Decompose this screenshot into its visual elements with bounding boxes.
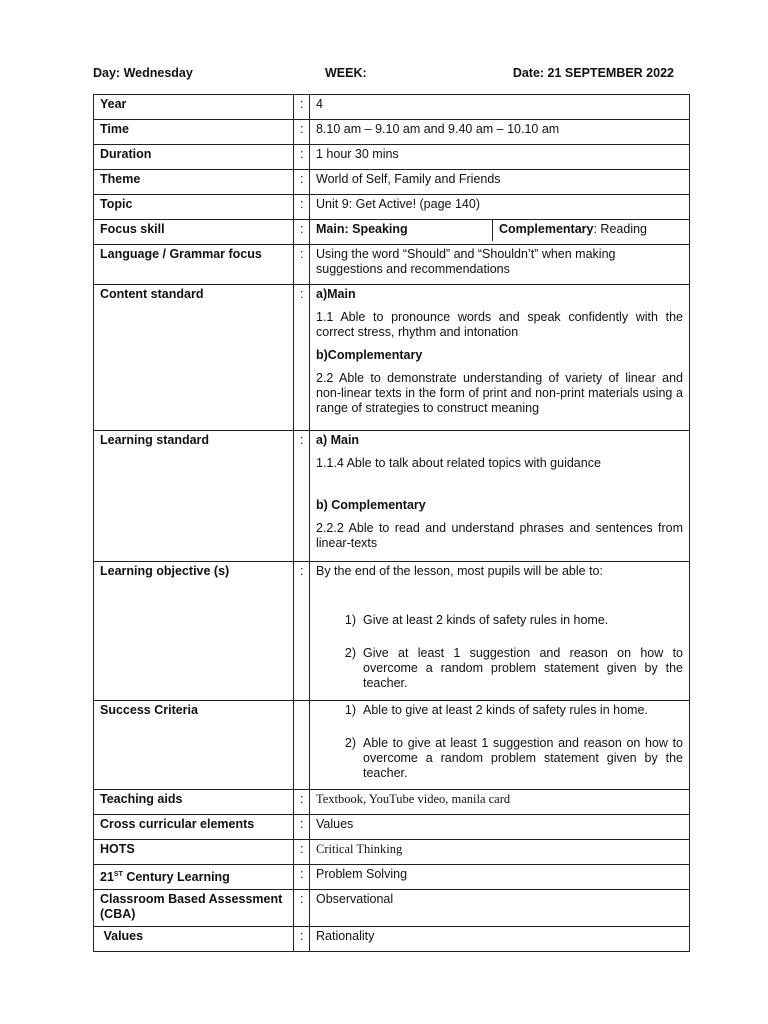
cba-label: Classroom Based Assessment (CBA)	[94, 890, 294, 927]
day-label: Day: Wednesday	[93, 66, 193, 80]
colon: :	[294, 170, 310, 195]
row-time	[94, 120, 690, 145]
row-topic	[94, 195, 690, 220]
item-text: Give at least 1 suggestion and reason on how to overcome a random problem statement given by the teacher.	[363, 646, 683, 690]
century-label-rest: Century Learning	[122, 870, 230, 885]
success-criteria-value	[310, 701, 690, 790]
language-focus-value: Using the word “Should” and “Shouldn’t” when making suggestions and recommendations	[310, 245, 690, 285]
colon: :	[294, 562, 310, 701]
objective-list	[316, 613, 683, 691]
time-value: 8.10 am – 9.10 am and 9.40 am – 10.10 am	[310, 120, 690, 145]
row-cba	[94, 890, 690, 927]
complementary-label: Complementary	[499, 222, 594, 236]
row-21st-century	[94, 865, 690, 890]
colon: :	[294, 120, 310, 145]
focus-skill-main: Main: Speaking	[310, 220, 493, 241]
colon: :	[294, 145, 310, 170]
row-learning-standard	[94, 431, 690, 562]
colon: :	[294, 790, 310, 815]
list-item	[316, 646, 683, 691]
colon: :	[294, 927, 310, 952]
lesson-plan-table	[93, 94, 690, 952]
focus-skill-value	[310, 220, 690, 245]
colon	[294, 701, 310, 790]
date-label: Date: 21 SEPTEMBER 2022	[512, 66, 674, 80]
content-main-heading: a)Main	[316, 287, 356, 301]
century-learning-value: Problem Solving	[310, 865, 690, 890]
list-item	[316, 736, 683, 781]
content-standard-value	[310, 285, 690, 431]
item-number: 2)	[344, 736, 356, 750]
cross-curricular-value: Values	[310, 815, 690, 840]
colon: :	[294, 245, 310, 285]
learning-comp-text: 2.2.2 Able to read and understand phrases and sentences from linear-texts	[316, 521, 683, 550]
success-criteria-label: Success Criteria	[94, 701, 294, 790]
year-label: Year	[94, 95, 294, 120]
item-text: Able to give at least 1 suggestion and reason on how to overcome a random problem statement given by the teacher.	[363, 736, 683, 780]
list-item	[316, 703, 683, 718]
row-cross-curricular	[94, 815, 690, 840]
duration-value: 1 hour 30 mins	[310, 145, 690, 170]
colon: :	[294, 285, 310, 431]
century-learning-label	[94, 865, 294, 890]
teaching-aids-value: Textbook, YouTube video, manila card	[310, 790, 690, 815]
teaching-aids-label: Teaching aids	[94, 790, 294, 815]
item-text: Able to give at least 2 kinds of safety rules in home.	[363, 703, 648, 717]
colon: :	[294, 195, 310, 220]
language-focus-label: Language / Grammar focus	[94, 245, 294, 285]
content-main-text: 1.1 Able to pronounce words and speak confidently with the correct stress, rhythm and intonation	[316, 310, 683, 339]
learning-objective-label: Learning objective (s)	[94, 562, 294, 701]
theme-label: Theme	[94, 170, 294, 195]
colon: :	[294, 220, 310, 245]
hots-label: HOTS	[94, 840, 294, 865]
row-year	[94, 95, 690, 120]
item-text: Give at least 2 kinds of safety rules in home.	[363, 613, 609, 627]
item-number: 1)	[344, 703, 356, 717]
row-duration	[94, 145, 690, 170]
row-learning-objective	[94, 562, 690, 701]
colon: :	[294, 890, 310, 927]
week-label: WEEK:	[325, 66, 367, 80]
focus-skill-complementary	[493, 220, 689, 241]
topic-label: Topic	[94, 195, 294, 220]
row-language-focus	[94, 245, 690, 285]
row-theme	[94, 170, 690, 195]
theme-value: World of Self, Family and Friends	[310, 170, 690, 195]
list-item	[316, 613, 683, 628]
hots-value: Critical Thinking	[310, 840, 690, 865]
document-header	[93, 66, 690, 84]
values-label: Values	[94, 927, 294, 952]
century-suffix: ST	[113, 871, 123, 878]
learning-standard-label: Learning standard	[94, 431, 294, 562]
focus-skill-label: Focus skill	[94, 220, 294, 245]
learning-main-text: 1.1.4 Able to talk about related topics with guidance	[316, 456, 601, 470]
row-success-criteria	[94, 701, 690, 790]
colon: :	[294, 840, 310, 865]
colon: :	[294, 815, 310, 840]
learning-main-heading: a) Main	[316, 433, 360, 447]
year-value: 4	[310, 95, 690, 120]
colon: :	[294, 431, 310, 562]
cba-value: Observational	[310, 890, 690, 927]
criteria-list	[316, 703, 683, 781]
objective-intro: By the end of the lesson, most pupils will be able to:	[316, 564, 603, 578]
item-number: 2)	[344, 646, 356, 660]
values-value: Rationality	[310, 927, 690, 952]
learning-comp-heading: b) Complementary	[316, 498, 426, 512]
row-hots	[94, 840, 690, 865]
cross-curricular-label: Cross curricular elements	[94, 815, 294, 840]
row-focus-skill	[94, 220, 690, 245]
colon: :	[294, 95, 310, 120]
complementary-value: : Reading	[593, 222, 647, 236]
row-teaching-aids	[94, 790, 690, 815]
content-comp-heading: b)Complementary	[316, 348, 423, 362]
row-content-standard	[94, 285, 690, 431]
learning-objective-value	[310, 562, 690, 701]
duration-label: Duration	[94, 145, 294, 170]
row-values	[94, 927, 690, 952]
item-number: 1)	[344, 613, 356, 627]
colon: :	[294, 865, 310, 890]
century-number: 21	[100, 870, 114, 885]
learning-standard-value	[310, 431, 690, 562]
content-comp-text: 2.2 Able to demonstrate understanding of variety of linear and non-linear texts in the form of print and non-print materials using a range of strategies to construct meaning	[316, 371, 683, 415]
time-label: Time	[94, 120, 294, 145]
topic-value: Unit 9: Get Active! (page 140)	[310, 195, 690, 220]
content-standard-label: Content standard	[94, 285, 294, 431]
